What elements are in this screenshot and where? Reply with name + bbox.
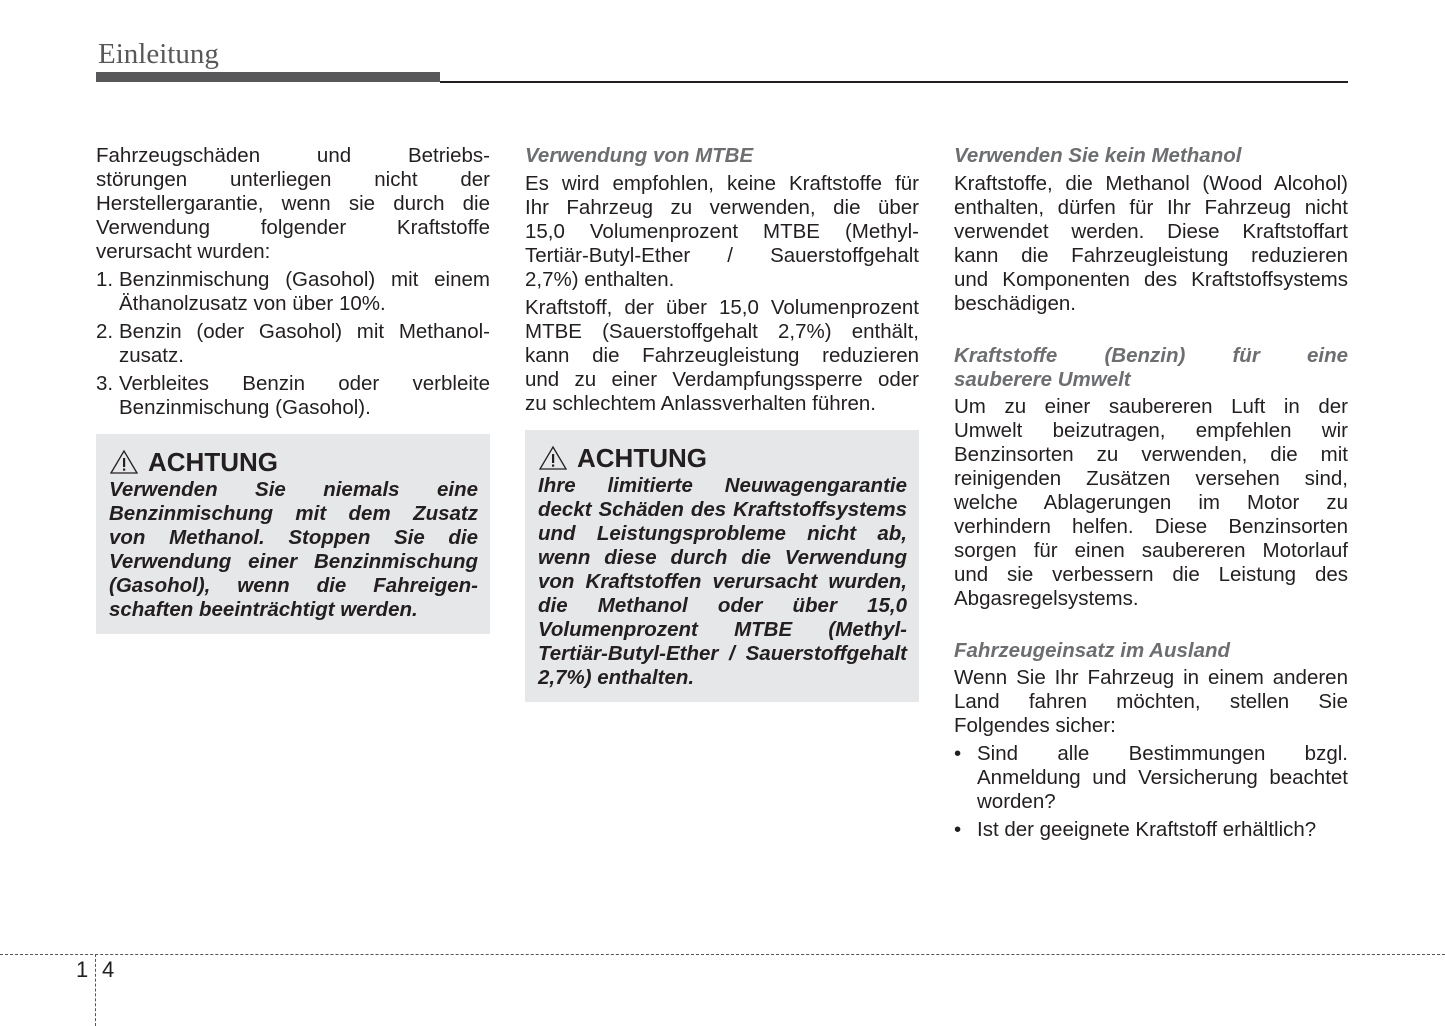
- text-line: Umwelt beizutragen, empfehlen wir: [954, 419, 1348, 442]
- list-marker: •: [954, 818, 962, 841]
- text-line: Benzinmischung (Gasohol).: [119, 396, 371, 419]
- text-line: von Methanol. Stoppen Sie die: [109, 526, 478, 549]
- page-number: 4: [102, 957, 115, 982]
- column-3: [954, 144, 1348, 846]
- page-number-divider: [95, 954, 96, 1026]
- text-line: Ihr Fahrzeug zu verwenden, die über: [525, 196, 919, 219]
- damage-list: [96, 268, 490, 420]
- page-title: Einleitung: [98, 38, 219, 70]
- text-line: störungen unterliegen nicht der: [96, 168, 490, 191]
- intro-paragraph: [96, 144, 490, 264]
- text-line: 15,0 Volumenprozent MTBE (Methyl-: [525, 220, 919, 243]
- text-line: (Gasohol), wenn die Fahreigen-: [109, 574, 478, 597]
- text-line: Wenn Sie Ihr Fahrzeug in einem anderen: [954, 666, 1348, 689]
- warning-title: ACHTUNG: [148, 447, 278, 477]
- text-line: von Kraftstoffen verursacht wurden,: [538, 570, 907, 593]
- text-line: Land fahren möchten, stellen Sie: [954, 690, 1348, 713]
- text-line: sorgen für einen saubereren Motorlauf: [954, 539, 1348, 562]
- chapter-number: 1: [76, 957, 89, 982]
- text-line: Benzinmischung (Gasohol) mit einem: [119, 268, 490, 291]
- warning-text: [538, 474, 907, 690]
- text-line: und Leistungsprobleme nicht ab,: [538, 522, 907, 545]
- text-line: Benzinsorten zu verwenden, die mit: [954, 443, 1348, 466]
- text-line: verursacht wurden:: [96, 240, 271, 263]
- text-line: Verbleites Benzin oder verbleite: [119, 372, 490, 395]
- text-line: kann die Fahrzeugleistung reduzieren: [525, 344, 919, 367]
- text-line: und sie verbessern die Leistung des: [954, 563, 1348, 586]
- text-line: Um zu einer saubereren Luft in der: [954, 395, 1348, 418]
- text-line: und zu einer Verdampfungssperre oder: [525, 368, 919, 391]
- mtbe-paragraph-1: [525, 172, 919, 292]
- section-heading-mtbe: Verwendung von MTBE: [525, 144, 754, 167]
- section-heading-clean-fuel: [954, 344, 1348, 392]
- list-item: [96, 320, 490, 368]
- text-line: deckt Schäden des Kraftstoffsystems: [538, 498, 907, 521]
- text-line: Verwenden Sie niemals eine: [109, 478, 478, 501]
- header-rule: [440, 81, 1348, 83]
- list-marker: 3.: [96, 372, 114, 395]
- list-item: [954, 818, 1348, 842]
- text-line: Herstellergarantie, wenn sie durch die: [96, 192, 490, 215]
- warning-box: [525, 430, 919, 702]
- list-marker: 2.: [96, 320, 114, 343]
- text-line: Tertiär-Butyl-Ether / Sauerstoffgehalt: [525, 244, 919, 267]
- header-bar: [96, 72, 440, 82]
- text-line: die Methanol oder über 15,0: [538, 594, 907, 617]
- mtbe-paragraph-2: [525, 296, 919, 416]
- text-line: 2,7%) enthalten.: [538, 666, 695, 689]
- text-line: Kraftstoffe (Benzin) für eine: [954, 344, 1348, 367]
- text-line: und Komponenten des Kraftstoffsystems: [954, 268, 1348, 291]
- footer-divider: [0, 954, 1445, 955]
- text-line: Anmeldung und Versicherung beachtet: [977, 766, 1348, 789]
- column-1: [96, 144, 490, 634]
- column-2: [525, 144, 919, 702]
- text-line: Ist der geeignete Kraftstoff erhältlich?: [977, 818, 1317, 841]
- text-line: Verwendung folgender Kraftstoffe: [96, 216, 490, 239]
- list-item: [954, 742, 1348, 814]
- warning-triangle-icon: [109, 449, 139, 475]
- text-line: Verwendung einer Benzinmischung: [109, 550, 478, 573]
- section-heading-methanol: Verwenden Sie kein Methanol: [954, 144, 1242, 167]
- text-line: Benzin (oder Gasohol) mit Methanol-: [119, 320, 490, 343]
- text-line: Folgendes sicher:: [954, 714, 1116, 737]
- methanol-paragraph: [954, 172, 1348, 316]
- text-line: zu schlechtem Anlassverhalten führen.: [525, 392, 876, 415]
- text-line: Ihre limitierte Neuwagengarantie: [538, 474, 907, 497]
- list-marker: 1.: [96, 268, 114, 291]
- text-line: Äthanolzusatz von über 10%.: [119, 292, 386, 315]
- warning-triangle-icon: [538, 445, 568, 471]
- text-line: sauberere Umwelt: [954, 368, 1131, 391]
- warning-title: ACHTUNG: [577, 443, 707, 473]
- text-line: Tertiär-Butyl-Ether / Sauerstoffgehalt: [538, 642, 907, 665]
- text-line: MTBE (Sauerstoffgehalt 2,7%) enthält,: [525, 320, 919, 343]
- text-line: Kraftstoff, der über 15,0 Volumenprozent: [525, 296, 919, 319]
- warning-box: [96, 434, 490, 634]
- section-heading-abroad: Fahrzeugeinsatz im Ausland: [954, 639, 1231, 662]
- text-line: enthalten, dürfen für Ihr Fahrzeug nicht: [954, 196, 1348, 219]
- text-line: Sind alle Bestimmungen bzgl.: [977, 742, 1348, 765]
- list-marker: •: [954, 742, 962, 765]
- warning-heading: [538, 442, 907, 474]
- text-line: schaften beeinträchtigt werden.: [109, 598, 418, 621]
- warning-heading: [109, 446, 478, 478]
- text-line: welche Ablagerungen im Motor zu: [954, 491, 1348, 514]
- warning-text: [109, 478, 478, 622]
- text-line: Volumenprozent MTBE (Methyl-: [538, 618, 907, 641]
- abroad-checklist: [954, 742, 1348, 842]
- abroad-paragraph: [954, 666, 1348, 738]
- text-line: 2,7%) enthalten.: [525, 268, 675, 291]
- text-line: Benzinmischung mit dem Zusatz: [109, 502, 478, 525]
- text-line: reinigenden Zusätzen versehen sind,: [954, 467, 1348, 490]
- text-line: Fahrzeugschäden und Betriebs-: [96, 144, 490, 167]
- text-line: verwendet werden. Diese Kraftstoffart: [954, 220, 1348, 243]
- text-line: Abgasregelsystems.: [954, 587, 1139, 610]
- text-line: verhindern helfen. Diese Benzinsorten: [954, 515, 1348, 538]
- text-line: Kraftstoffe, die Methanol (Wood Alcohol): [954, 172, 1348, 195]
- list-item: [96, 372, 490, 420]
- text-line: Es wird empfohlen, keine Kraftstoffe für: [525, 172, 919, 195]
- text-line: worden?: [977, 790, 1056, 813]
- list-item: [96, 268, 490, 316]
- text-line: beschädigen.: [954, 292, 1076, 315]
- text-line: zusatz.: [119, 344, 184, 367]
- text-line: kann die Fahrzeugleistung reduzieren: [954, 244, 1348, 267]
- clean-fuel-paragraph: [954, 395, 1348, 611]
- text-line: wenn diese durch die Verwendung: [538, 546, 907, 569]
